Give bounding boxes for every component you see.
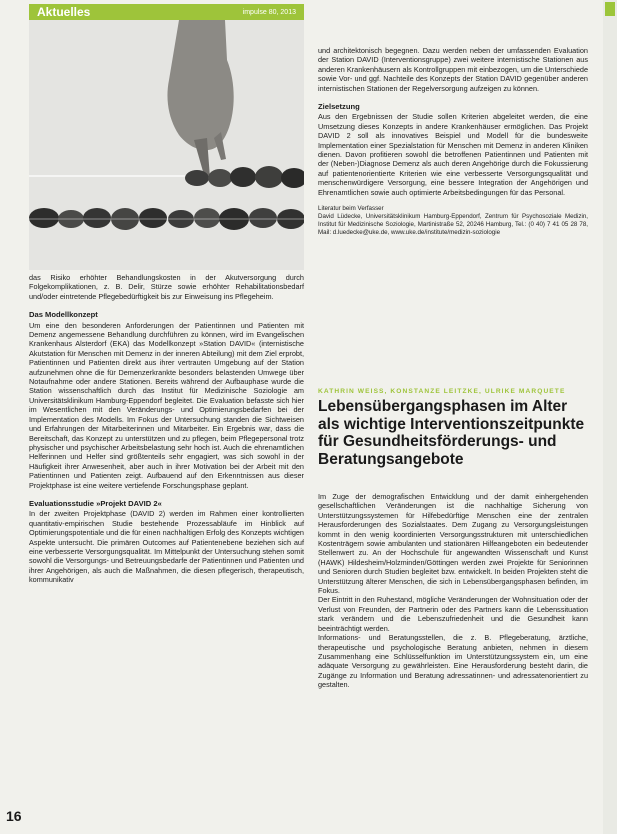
article-photo	[29, 20, 304, 270]
article-headline: Lebensübergangsphasen im Alter als wichtige Interventionszeitpunkte für Gesundheitsförderungs- und Beratungsangebote	[318, 398, 585, 468]
section-title: Aktuelles	[37, 5, 91, 19]
right-column-upper	[318, 46, 588, 237]
article2-paragraph-3: Informations- und Beratungsstellen, die z. B. Pflegeberatung, ärztliche, therapeutische und psychologische Beratung anbieten, nehmen in diesem Zusammenhang eine Schlüsselfunktion im Unterstützungssystem ein, um eine adäquate Versorgung zu gewährleisten. Eine Herausforderung besteht darin, die Zugänge zu Information und Beratung adressatinnen- und adressatenorientiert zu gestalten.	[318, 633, 588, 690]
modellkonzept-paragraph: Um eine den besonderen Anforderungen der Patientinnen und Patienten mit Demenz angemessene Behandlung durchführen zu können, wird im Evangelischen Krankenhaus Alsterdorf (EKA) das Modellkonzept »Station DAVID« (internistische Akutstation für Menschen mit Demenz in der inneren Abteilung) mit dem Ziel erprobt, Patientinnen und Patienten direkt aus ihrer vertrauten Umgebung auf der Station aufzunehmen ohne die für Demenzerkrankte besonders belastenden Umwege über Notaufnahme oder andere Stationen. Bereits während der Aufbauphase wurde die Station wissenschaftlich durch das Institut für Medizinische Soziologie am Universitätsklinikum Hamburg-Eppendorf begleitet. Die Evaluation befasste sich hier im Wesentlichen mit den Veränderungs- und Optimierungsbedarfen bei der Implementation des Modells. Im Fokus der Untersuchung standen die Sichtweisen und Erfahrungen der Mitarbeiterinnen und Mitarbeiter. Ein Ergebnis war, dass die Bereitschaft, das Konzept zu unterstützen und zu pflegen, beim Pflegepersonal trotz physischer und psychischer Arbeitsbelastung sehr hoch ist. Auch die ehrenamtlichen Helferinnen und Helfer sind größtenteils sehr engagiert, was sich sowohl in der Häufigkeit ihrer Anwesenheit, aber auch in ihrer Motivation bei der Arbeit mit den Patientinnen und Patienten zeigt. Aufbauend auf den Erkenntnissen aus dieser Projektphase ist eine weitere vertiefende Forschungsphase geplant.	[29, 320, 304, 490]
zielsetzung-paragraph: Aus den Ergebnissen der Studie sollen Kriterien abgeleitet werden, die eine Umsetzung dieses Konzepts in andere Krankenhäuser ermöglichen. Das Projekt DAVID 2 soll als innovatives Beispiel und Modell für die bundesweite Implementation einer Spezialstation für Menschen mit Demenz in anderen Kliniken dienen. Davon profitieren sowohl die betroffenen Patientinnen und Patienten mit der (Neben-)Diagnose Demenz als auch deren Angehörige durch die Fokussierung auf patientenorientierte Kriterien wie eine verbesserte Versorgungsqualität und menschenwürdigere Versorgung, eine bessere Integration der Angehörigen und Ehrenamtlichen sowie auch optimierte Arbeitsbedingungen für das Personal.	[318, 112, 588, 197]
heading-zielsetzung: Zielsetzung	[318, 102, 360, 112]
issue-label: impulse 80, 2013	[242, 8, 296, 16]
photo-hand-stones	[29, 20, 304, 270]
intro-paragraph: das Risiko erhöhter Behandlungskosten in der Akutversorgung durch Folgekomplikationen, z. B. Delir, Stürze sowie erhöhter Rehabilitationsbedarf und/oder eintretende Pflegebedürftigkeit bis zur Einweisung ins Pflegeheim.	[29, 273, 304, 301]
article2-paragraph-1: Im Zuge der demografischen Entwicklung und der damit einhergehenden gesellschaftlichen Veränderungen ist die nachhaltige Sicherung von Unterstützungssystemen für Hilfebedürftige Menschen eine der zentralen Herausforderungen des Sozialstaates. Dem Zugang zu Versorgungsleistungen kommt in den wenig koordinierten Versorgungsstrukturen mit unterschiedlichen Kostenträgern sowie ambulanten und stationären Hilfeangeboten ein bedeutender Stellenwert zu. An der Hochschule für angewandten Wissenschaft und Kunst (HAWK) Hildesheim/Holzminden/Göttingen werden zwei Projekte für Seniorinnen und Senioren durch Studien begleitet bzw. entwickelt. In beiden Projekten steht die Unterstützung älterer Menschen, die sich in Lebensübergangsphasen befinden, im Fokus.	[318, 492, 588, 596]
article-authors: KATHRIN WEISS, KONSTANZE LEITZKE, ULRIKE MARQUETE	[318, 388, 566, 395]
heading-modellkonzept: Das Modellkonzept	[29, 310, 98, 320]
page-edge	[603, 0, 617, 834]
left-column	[29, 273, 304, 585]
continued-paragraph: und architektonisch begegnen. Dazu werden neben der umfassenden Evaluation der Station DAVID (Interventionsgruppe) zwei weitere internistische Stationen aus anderen Krankenhäusern als Kontrollgruppen mit einbezogen, um die Unterschiede sowie Vor- und ggf. Nachteile des Konzepts der Station DAVID gegenüber anderen internistischen Stationen der Regelversorgung aufzeigen zu können.	[318, 46, 588, 93]
right-column-lower	[318, 492, 588, 690]
author-contact: David Lüdecke, Universitätsklinikum Hamburg-Eppendorf, Zentrum für Psychosoziale Medizin, Institut für Medizinische Soziologie, Martinistraße 52, 20246 Hamburg, Tel.: (0 40) 7 41 05 28 78, Mail: d.luedecke@uke.de, www.uke.de/institute/medizin-soziologie	[318, 213, 588, 237]
heading-evaluationsstudie: Evaluationsstudie »Projekt DAVID 2«	[29, 498, 162, 508]
article2-paragraph-2: Der Eintritt in den Ruhestand, mögliche Veränderungen der Wohnsituation oder der Verlust von Freunden, der Partnerin oder des Partners kann die Lebenssituation stark verändern und die Lebenszufriedenheit und die Gesundheit kann beeinträchtigt werden.	[318, 595, 588, 633]
section-header-bar	[29, 4, 304, 20]
page-number: 16	[6, 808, 22, 824]
literature-note: Literatur beim Verfasser	[318, 205, 384, 213]
edge-color-tab	[605, 2, 615, 16]
evaluationsstudie-paragraph: In der zweiten Projektphase (DAVID 2) werden im Rahmen einer kontrollierten quantitativ-empirischen Studie bestehende Prozessabläufe im Hinblick auf Optimierungspotentiale und die für einen nachhaltigen Erfolg des Konzepts wichtigen Aspekte untersucht. Die primären Outcomes auf Patientenebene beziehen sich auf eine verbesserte Versorgungsqualität. Im Mittelpunkt der Untersuchung stehen somit sowohl die Versorgungs- und Betreuungsbedarfe der Patientinnen und Patienten und ihrer Angehörigen, als auch die Maßnahmen, die diesen pflegerisch, therapeutisch, kommunikativ	[29, 509, 304, 585]
